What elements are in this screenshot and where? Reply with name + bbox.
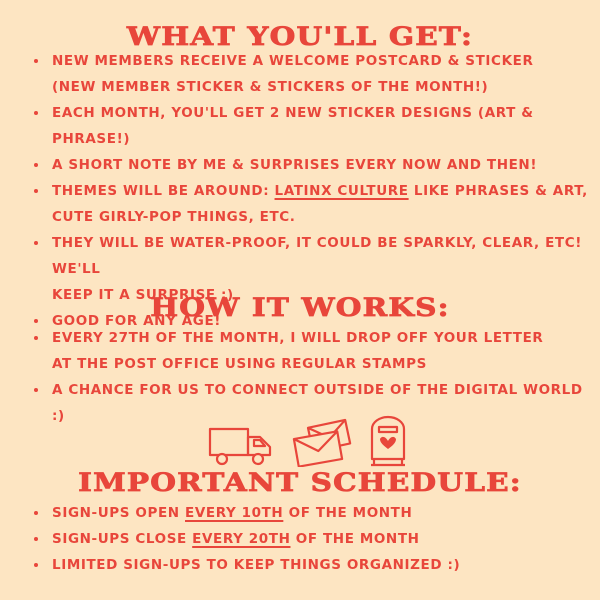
bullet-icon [34,388,38,392]
list-item: THEY WILL BE WATER-PROOF, IT COULD BE SPARKLY, CLEAR, ETC! WE'LL KEEP IT A SURPRISE ;) [0,230,600,308]
list-what-youll-get [0,48,600,334]
bullet-icon [34,537,38,541]
list-item: SIGN-UPS CLOSE EVERY 20TH OF THE MONTH [0,526,600,552]
list-item: A SHORT NOTE BY ME & SURPRISES EVERY NOW AND THEN! [0,152,600,178]
list-item: NEW MEMBERS RECEIVE A WELCOME POSTCARD & STICKER (NEW MEMBER STICKER & STICKERS OF THE MONTH!) [0,48,600,100]
icons-row [0,415,600,470]
delivery-truck-icon [208,425,274,467]
bullet-icon [34,189,38,193]
list-item: A CHANCE FOR US TO CONNECT OUTSIDE OF THE DIGITAL WORLD :) [0,377,600,429]
bullet-icon [34,111,38,115]
heading-how-it-works: HOW IT WORKS: [150,293,450,322]
list-item: THEMES WILL BE AROUND: LATINX CULTURE LIKE PHRASES & ART, CUTE GIRLY-POP THINGS, ETC. [0,178,600,230]
mailbox-icon [368,415,408,469]
bullet-icon [34,511,38,515]
bullet-icon [34,336,38,340]
list-important-schedule [0,500,600,578]
bullet-icon [34,563,38,567]
every-10th-underlined: EVERY 10TH [185,505,284,521]
list-item: GOOD FOR ANY AGE! [0,308,600,334]
list-item: LIMITED SIGN-UPS TO KEEP THINGS ORGANIZED :) [0,552,600,578]
list-item: EACH MONTH, YOU'LL GET 2 NEW STICKER DESIGNS (ART & PHRASE!) [0,100,600,152]
bullet-icon [34,163,38,167]
bullet-icon [34,59,38,63]
list-item: EVERY 27TH OF THE MONTH, I WILL DROP OFF YOUR LETTER AT THE POST OFFICE USING REGULAR STAMPS [0,325,600,377]
list-item: SIGN-UPS OPEN EVERY 10TH OF THE MONTH [0,500,600,526]
envelopes-icon [292,417,354,467]
every-20th-underlined: EVERY 20TH [192,531,291,547]
bullet-icon [34,241,38,245]
latinx-culture-underlined: LATINX CULTURE [274,183,409,199]
heading-important-schedule: IMPORTANT SCHEDULE: [78,468,522,497]
heading-what-youll-get: WHAT YOU'LL GET: [126,22,474,51]
list-how-it-works [0,325,600,429]
